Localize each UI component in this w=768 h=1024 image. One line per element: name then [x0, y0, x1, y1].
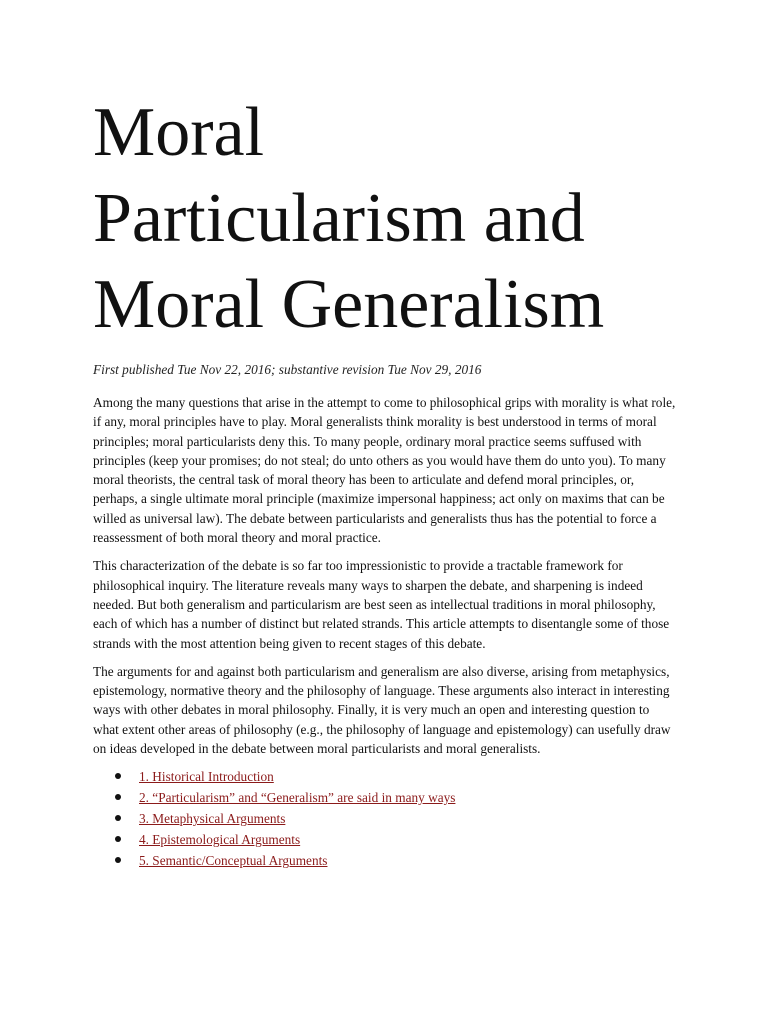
publication-info: First published Tue Nov 22, 2016; substantive revision Tue Nov 29, 2016 [93, 362, 482, 377]
title-line-3: Moral Generalism [93, 266, 605, 343]
bullet-icon [115, 815, 121, 821]
paragraph-2: This characterization of the debate is so far too impressionistic to provide a tractable framework for philosophical inquiry. The literature reveals many ways to sharpen the debate, and sharpening is indeed needed. But both generalism and particularism are best seen as intellectual traditions in moral philosophy, each of which has a number of distinct but related strands. This article attempts to disentangle some of those strands with the most attention being given to recent stages of this debate. [93, 558, 670, 651]
page-title [93, 90, 678, 348]
toc-item [93, 787, 678, 808]
bullet-icon [115, 794, 121, 800]
toc-link-historical-introduction[interactable]: 1. Historical Introduction [139, 769, 274, 785]
paragraph-3: The arguments for and against both particularism and generalism are also diverse, arising from metaphysics, epistemology, normative theory and the philosophy of language. These arguments also interact in interesting ways with other debates in moral philosophy. Finally, it is very much an open and interesting question to what extent other areas of philosophy (e.g., the philosophy of language and epistemology) can usefully draw on ideas developed in the debate between moral particularists and moral generalists. [93, 663, 671, 757]
toc-link-epistemological-arguments[interactable]: 4. Epistemological Arguments [139, 832, 301, 848]
paragraph-1: Among the many questions that arise in the attempt to come to philosophical grips with morality is what role, if any, moral principles have to play. Moral generalists think morality is best understood in terms of moral principles; moral particularists deny this. To many people, ordinary moral practice seems suffused with principles (keep your promises; do not steal; do unto others as you would have them do unto you). To many moral theorists, the central task of moral theory has been to articulate and defend moral principles, or, perhaps, a single ultimate moral principle (maximize impersonal happiness; act only on maxims that can be willed as universal law). The debate between particularists and generalists thus has the potential to force a reassessment of both moral theory and moral practice. [93, 395, 676, 546]
toc-link-particularism-generalism[interactable]: 2. “Particularism” and “Generalism” are said in many ways [139, 790, 456, 806]
toc-item [93, 829, 678, 850]
toc-item [93, 808, 678, 829]
article [93, 90, 678, 871]
bullet-icon [115, 773, 121, 779]
toc-item [93, 766, 678, 787]
bullet-icon [115, 836, 121, 842]
bullet-icon [115, 857, 121, 863]
toc-link-metaphysical-arguments[interactable]: 3. Metaphysical Arguments [139, 811, 286, 827]
title-line-1: Moral [93, 94, 265, 171]
table-of-contents [93, 766, 678, 871]
toc-link-semantic-conceptual-arguments[interactable]: 5. Semantic/Conceptual Arguments [139, 853, 328, 869]
toc-item [93, 850, 678, 871]
title-line-2: Particularism and [93, 180, 585, 257]
